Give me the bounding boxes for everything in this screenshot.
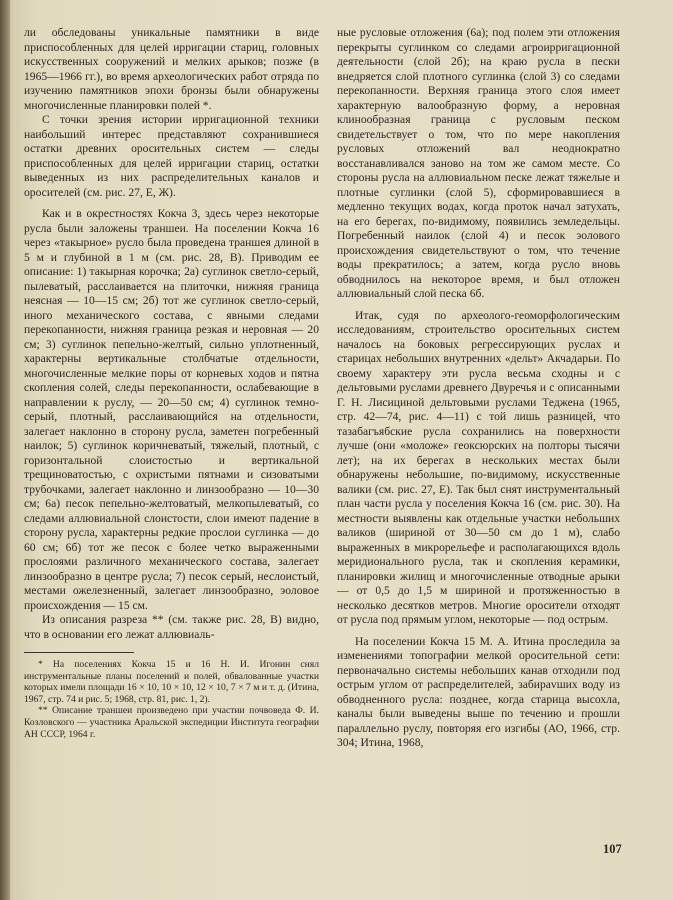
left-column — [24, 26, 319, 740]
paragraph: ли обследованы уникальные памятники в виде приспособленных для целей ирригации стариц, головных искусственных сооружений и мелких арыков; позже (в 1965—1966 гг.), во время археологических работ отряда по изучению памятников эпохи бронзы были обнаружены многочисленные планировки полей *. — [24, 26, 319, 112]
paragraph: ные русловые отложения (6а); под полем эти отложения перекрыты суглинком со следами агроирригационной деятельности (слой 2б); на краю русла в пески внедряется слой плотного суглинка (слой 3) со следами перекопанности. Верхняя граница этого слоя имеет характерную валообразную форму, а неровная клинообразная граница с русловым песком свидетельствует о том, что по мере накопления русловых отложений вал неоднократно восстанавливался заново на том же самом месте. Со стороны русла на аллювиальном песке лежат тяжелые и плотные суглинки (слой 5), сформировавшиеся в медленно текущих водах, когда проток начал затухать, на его берегах, по-видимому, появились земледельцы. Погребенный наилок (слой 4) и песок эолового происхождения свидетельствуют о том, что течение воды прекратилось; а затем, когда русло вновь обводнилось на некоторое время, и был отложен аллювиальный слой песка 6б. — [337, 26, 620, 300]
paragraph: Как и в окрестностях Кокча 3, здесь через некоторые русла были заложены траншеи. На поселении Кокча 16 через «такырное» русло была проведена траншея длиной в 5 м и глубиной в 1 м (см. рис. 28, В). Приводим ее описание: 1) такырная корочка; 2a) суглинок светло-серый, пылеватый, расслаивается на плиточки, нижняя граница неясная — 10—15 см; 2б) тот же суглинок светло-серый, иного механического состава, с явными следами перекопанности, нижняя граница резкая и неровная — 20 см; 3) суглинок пепельно-желтый, сильно уплотненный, характерны вертикальные столбчатые отдельности, многочисленные мелкие поры от корневых ходов и пятна скопления солей, следы перекопанности, ослабевающие в направлении к руслу, — 20—50 см; 4) суглинок темно-серый, плотный, расслаивающийся на отдельности, залегает наклонно в сторону русла, заметен погребенный наилок; 5) суглинок коричневатый, тяжелый, плотный, с горизонтальной слоистостью и вертикальной трещиноватостью, с охристыми пятнами и сизоватыми трубочками, залегает наклонно и линзообразно — 10—30 см; 6a) песок пепельно-желтоватый, мелкопылеватый, со следами аллювиальной слоистости, слои имеют падение в сторону русла, характерны редкие прослои суглинка — до 60 см; 6б) тот же песок с более четко выраженными прослоями различного механического состава, залегает линзообразно в центре русла; 7) песок серый, неслоистый, местами ожелезненный, залегает линзообразно, эоловое происхождения — 15 см. — [24, 207, 319, 612]
page-number: 107 — [603, 842, 622, 856]
paragraph: Из описания разреза ** (см. также рис. 28, В) видно, что в основании его лежат аллювиаль- — [24, 613, 319, 641]
footnotes — [24, 659, 319, 740]
paragraph: С точки зрения истории ирригационной техники наибольший интерес представляют сохранившиеся остатки древних оросительных систем — следы приспособленных для целей ирригации стариц, остатки выведенных из них распределительных каналов и оросителей (см. рис. 27, Е, Ж). — [24, 113, 319, 199]
paragraph: На поселении Кокча 15 М. А. Итина проследила за изменениями топографии мелкой оросительной сети: первоначально системы небольших канав отходили под острым углом от распределителей, забирavших воду из обводненного русла: позднее, когда старица высохла, каналы были выведены выше по течению и прошли параллельно руслу, повторяя его изгибы (АО, 1966, стр. 304; Итина, 1968, — [337, 634, 620, 749]
right-column — [337, 26, 620, 751]
paragraph: Итак, судя по археолого-геоморфологическим исследованиям, строительство оросительных систем началось на боковых регрессирующих руслах и старицах небольших внутренних «дельт» Акчадарьи. По своему характеру эти русла весьма сходны и с дельтовыми руслами древнего Двуречья и с описанными Г. Н. Лисициной дельтовыми руслами Теджена (1965, стр. 42—74, рис. 4—11) с той лишь разницей, что тазабагъябские русла сохранились на поверхности лучше (они «моложе» геоксюрских на полторы тысячи лет); на их берегах в нескольких местах были обнаружены небольшие, по-видимому, искусственные валики (см. рис. 27, Е). Так был снят инструментальный план части русла у поселения Кокча 16 (см. рис. 30). На местности выявлены как отдельные участки небольших валиков (шириной от 30—50 см до 1 м), слабо выраженных в микрорельефе и располагающихся вдоль меридионального русла, так и скопления керамики, планировки жилищ и многочисленные отводные арыки — от 0,5 до 1,5 м шириной и протяженностью в несколько десятков метров. Многие оросители отходят от русла под прямым углом, некоторые — под острым. — [337, 308, 620, 626]
footnote-divider — [24, 652, 134, 653]
book-spine-shadow — [0, 0, 10, 900]
footnote: ** Описание траншеи произведено при участии почвоведа Ф. И. Козловского — участника Аральской экспедиции Института географии АН СССР, 1964 г. — [24, 705, 319, 740]
footnote: * На поселениях Кокча 15 и 16 Н. И. Игонин снял инструментальные планы поселений и полей, обвалованные участки которых имели площади 16 × 10, 10 × 10, 12 × 10, 7 × 7 м и т. д. (Итина, 1967, стр. 74 и рис. 5; 1968, стр. 81, рис. 1, 2). — [24, 659, 319, 705]
